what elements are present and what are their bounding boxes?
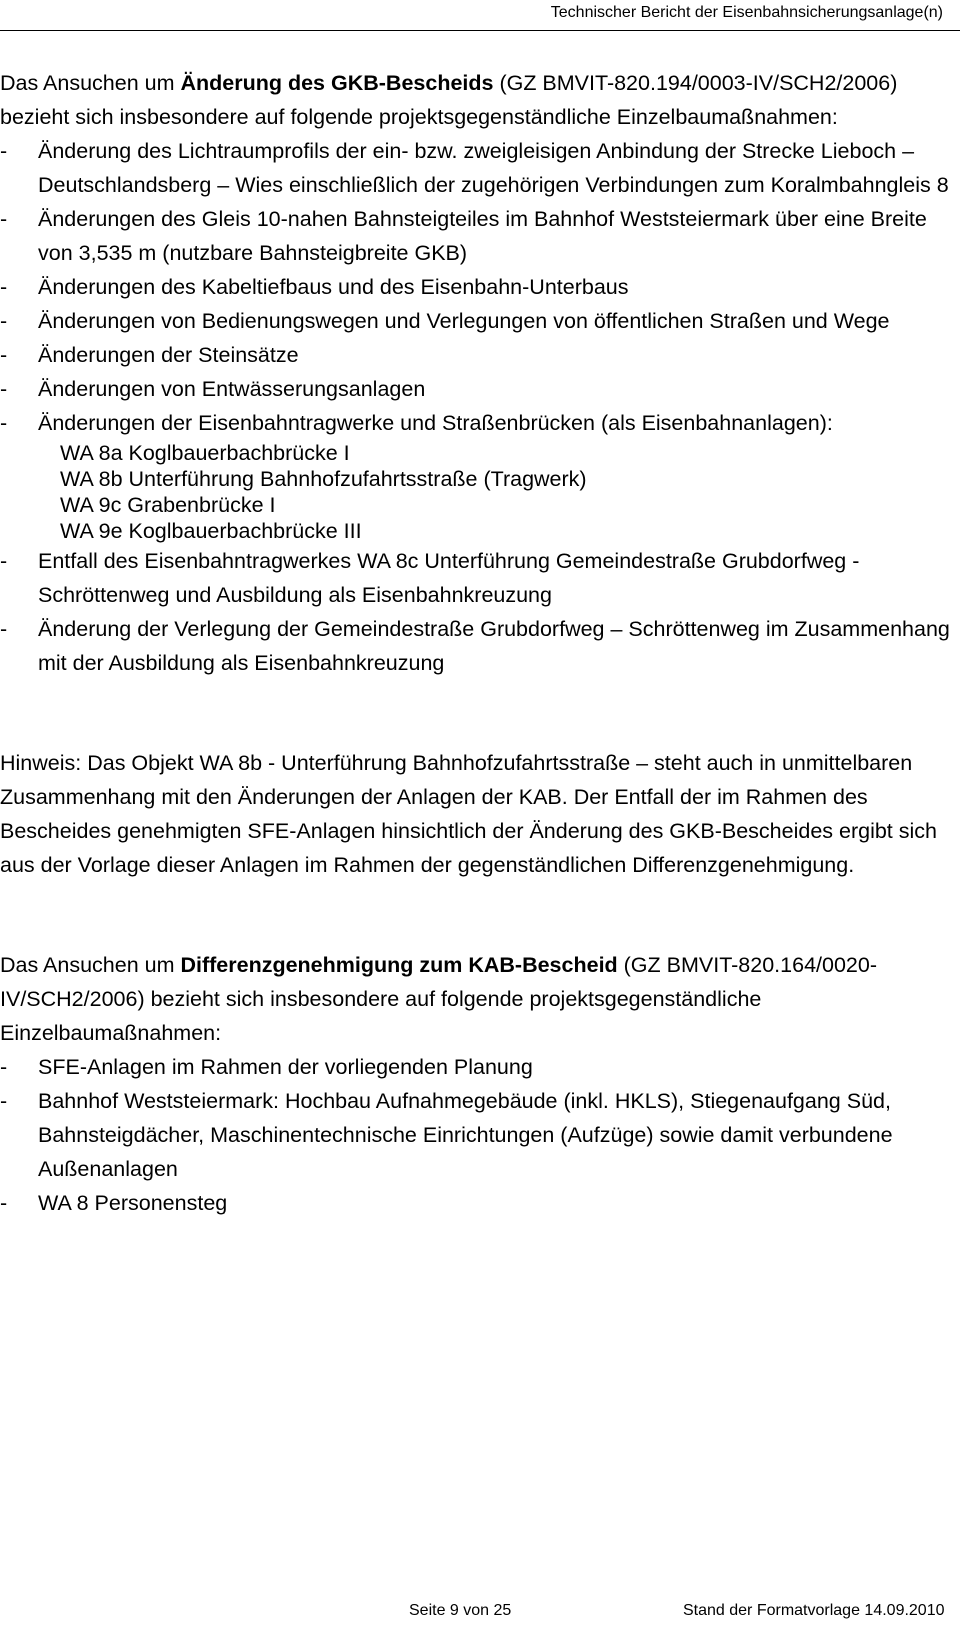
- section2-intro-pre: Das Ansuchen um: [0, 953, 181, 977]
- bridge-sublist: [60, 440, 960, 544]
- section1-intro-post: (GZ BMVIT-820.194/0003-IV/SCH2/2006) bezieht sich insbesondere auf folgende projektsgegenständliche Einzelbaumaßnahmen:: [0, 71, 898, 129]
- list-item: - Änderungen von Entwässerungsanlagen: [0, 372, 960, 406]
- list-item: - Änderungen der Eisenbahntragwerke und Straßenbrücken (als Eisenbahnanlagen):: [0, 406, 960, 440]
- header-divider: [0, 30, 960, 31]
- list-item: - Änderungen von Bedienungswegen und Verlegungen von öffentlichen Straßen und Wege: [0, 304, 960, 338]
- section2-list: [0, 1050, 960, 1220]
- section1-intro: [0, 66, 960, 134]
- section2-intro: [0, 948, 960, 1050]
- sublist-item: WA 8b Unterführung Bahnhofzufahrtsstraße (Tragwerk): [60, 467, 587, 491]
- section2-intro-post: (GZ BMVIT-820.164/0020-IV/SCH2/2006) bezieht sich insbesondere auf folgende projektsgegenständliche Einzelbaumaßnahmen:: [0, 953, 877, 1045]
- section1-list-continued: [0, 544, 960, 680]
- list-item: - Änderungen des Gleis 10-nahen Bahnsteigteiles im Bahnhof Weststeiermark über eine Breite von 3,535 m (nutzbare Bahnsteigbreite GKB): [0, 202, 960, 270]
- sublist-item: WA 9e Koglbauerbachbrücke III: [60, 519, 362, 543]
- sublist-item: WA 9c Grabenbrücke I: [60, 493, 276, 517]
- section1-intro-bold: Änderung des GKB-Bescheids: [180, 71, 494, 95]
- list-item: - Änderungen der Steinsätze: [0, 338, 960, 372]
- list-item: - SFE-Anlagen im Rahmen der vorliegenden Planung: [0, 1050, 960, 1084]
- list-item: - Änderung des Lichtraumprofils der ein- bzw. zweigleisigen Anbindung der Strecke Lieboch – Deutschlandsberg – Wies einschließlich der zugehörigen Verbindungen zum Koralmbahngleis 8: [0, 134, 960, 202]
- hinweis-paragraph: Hinweis: Das Objekt WA 8b - Unterführung Bahnhofzufahrtsstraße – steht auch in unmittelbaren Zusammenhang mit den Änderungen der Anlagen der KAB. Der Entfall der im Rahmen des Bescheides genehmigten SFE-Anlagen hinsichtlich der Änderung des GKB-Bescheides ergibt sich aus der Vorlage dieser Anlagen im Rahmen der gegenständlichen Differenzgenehmigung.: [0, 751, 937, 877]
- section1-list: [0, 134, 960, 440]
- document-body: [0, 66, 960, 1220]
- page-header: Technischer Bericht der Eisenbahnsicherungsanlage(n): [550, 4, 943, 21]
- page-number: Seite 9 von 25: [409, 1602, 512, 1619]
- section1-intro-pre: Das Ansuchen um: [0, 71, 181, 95]
- list-item: - Bahnhof Weststeiermark: Hochbau Aufnahmegebäude (inkl. HKLS), Stiegenaufgang Süd, Bahnsteigdächer, Maschinentechnische Einrichtungen (Aufzüge) sowie damit verbundene Außenanlagen: [0, 1084, 960, 1186]
- list-item: - Änderungen des Kabeltiefbaus und des Eisenbahn-Unterbaus: [0, 270, 960, 304]
- list-item: - Entfall des Eisenbahntragwerkes WA 8c Unterführung Gemeindestraße Grubdorfweg - Schröttenweg und Ausbildung als Eisenbahnkreuzung: [0, 544, 960, 612]
- list-item: - WA 8 Personensteg: [0, 1186, 960, 1220]
- section2-intro-bold: Differenzgenehmigung zum KAB-Bescheid: [180, 953, 618, 977]
- sublist-item: WA 8a Koglbauerbachbrücke I: [60, 441, 350, 465]
- template-date: Stand der Formatvorlage 14.09.2010: [683, 1602, 945, 1619]
- list-item: - Änderung der Verlegung der Gemeindestraße Grubdorfweg – Schröttenweg im Zusammenhang mit der Ausbildung als Eisenbahnkreuzung: [0, 612, 960, 680]
